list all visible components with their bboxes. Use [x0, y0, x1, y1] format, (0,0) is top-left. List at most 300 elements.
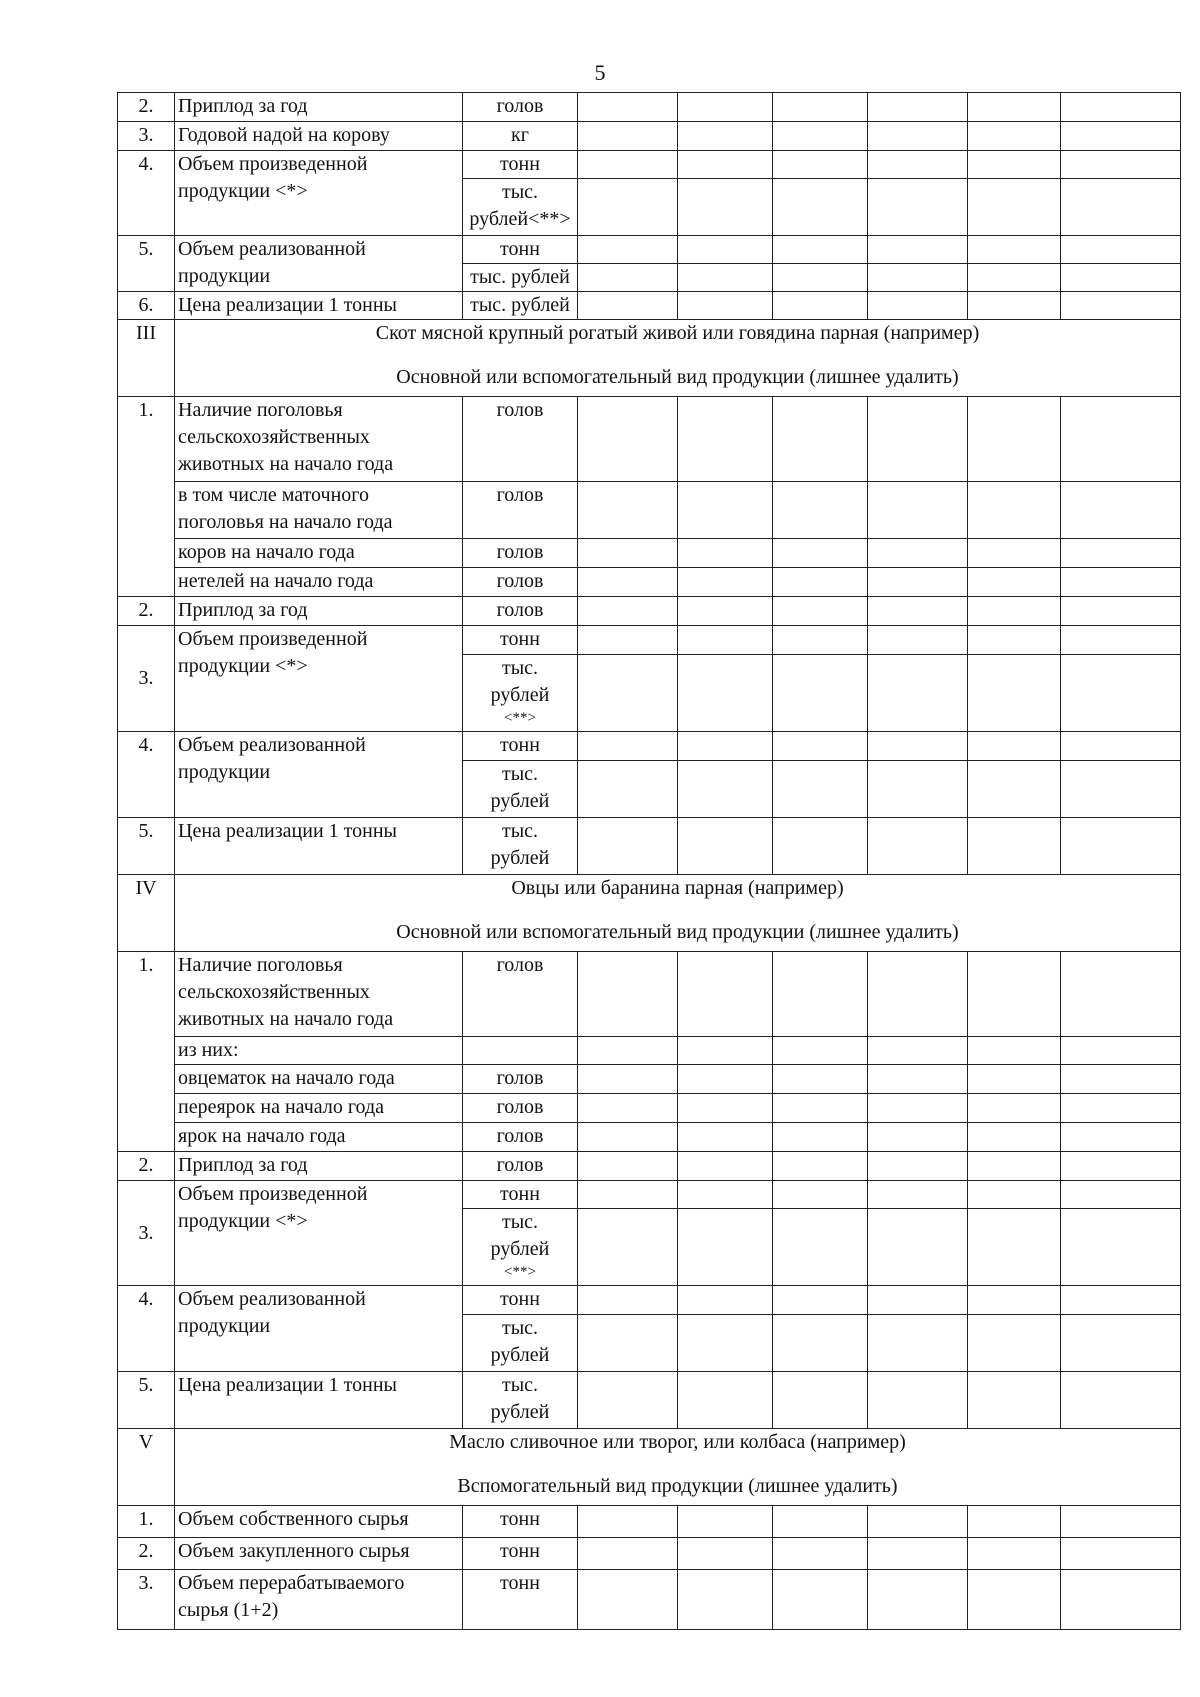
row-label: Объем перерабатываемого сырья (1+2) [175, 1570, 463, 1630]
unit-part: рублей [490, 847, 550, 869]
value-cell[interactable] [1061, 1037, 1181, 1065]
value-cell[interactable] [773, 151, 868, 179]
row-label: Цена реализации 1 тонны [175, 292, 463, 320]
value-cell[interactable] [1061, 151, 1181, 179]
value-cell[interactable] [968, 597, 1061, 626]
value-cell[interactable] [1061, 626, 1181, 655]
value-cell[interactable] [773, 1065, 868, 1094]
table-row [118, 1181, 1181, 1209]
row-label: Приплод за год [175, 1152, 463, 1181]
table-row [118, 1570, 1181, 1630]
section-header-row [118, 875, 1181, 952]
value-cell[interactable] [1061, 1209, 1181, 1286]
value-cell[interactable] [773, 597, 868, 626]
value-cell[interactable] [968, 568, 1061, 597]
value-cell[interactable] [773, 122, 868, 151]
unit-part: рублей [490, 1344, 550, 1366]
value-cell[interactable] [868, 568, 968, 597]
value-cell[interactable] [578, 1152, 678, 1181]
value-cell[interactable] [678, 1181, 773, 1209]
value-cell[interactable] [678, 1570, 773, 1630]
row-unit: тонн [463, 732, 578, 761]
value-cell[interactable] [678, 179, 773, 236]
value-cell[interactable] [868, 539, 968, 568]
value-cell[interactable] [773, 539, 868, 568]
row-unit: тонн [463, 1506, 578, 1538]
unit-part: тыс. [501, 1374, 539, 1396]
value-cell[interactable] [578, 264, 678, 292]
value-cell[interactable] [868, 397, 968, 482]
value-cell[interactable] [678, 1209, 773, 1286]
value-cell[interactable] [578, 1570, 678, 1630]
table-row [118, 539, 1181, 568]
value-cell[interactable] [968, 482, 1061, 539]
row-number: 4. [118, 151, 175, 236]
value-cell[interactable] [1061, 539, 1181, 568]
row-unit [463, 1315, 578, 1372]
table-row [118, 93, 1181, 122]
value-cell[interactable] [578, 1065, 678, 1094]
value-cell[interactable] [1061, 732, 1181, 761]
table-row [118, 236, 1181, 264]
value-cell[interactable] [773, 1372, 868, 1429]
row-number: 3. [118, 626, 175, 732]
row-unit: тонн [463, 236, 578, 264]
row-unit: тыс. рублей [463, 264, 578, 292]
row-label: из них: [175, 1037, 463, 1065]
value-cell[interactable] [773, 236, 868, 264]
value-cell[interactable] [773, 179, 868, 236]
row-number: 2. [118, 1152, 175, 1181]
unit-part: рублей [490, 1401, 550, 1423]
row-label: Объем закупленного сырья [175, 1538, 463, 1570]
value-cell[interactable] [678, 1286, 773, 1315]
value-cell[interactable] [578, 761, 678, 818]
value-cell[interactable] [868, 818, 968, 875]
value-cell[interactable] [1061, 655, 1181, 732]
value-cell[interactable] [868, 1570, 968, 1630]
value-cell[interactable] [578, 1286, 678, 1315]
row-unit [463, 1372, 578, 1429]
value-cell[interactable] [678, 626, 773, 655]
table-row [118, 151, 1181, 179]
unit-part: рублей<**> [469, 208, 571, 230]
value-cell[interactable] [1061, 1315, 1181, 1372]
value-cell[interactable] [773, 1286, 868, 1315]
value-cell[interactable] [773, 93, 868, 122]
value-cell[interactable] [578, 539, 678, 568]
value-cell[interactable] [578, 1315, 678, 1372]
unit-part: тыс. [501, 763, 539, 785]
value-cell[interactable] [773, 397, 868, 482]
value-cell[interactable] [868, 1538, 968, 1570]
section-name: Овцы или баранина парная (например) [511, 877, 844, 899]
row-label: в том числе маточного поголовья на начало года [175, 482, 463, 539]
value-cell[interactable] [968, 1094, 1061, 1123]
value-cell[interactable] [678, 1506, 773, 1538]
value-cell[interactable] [868, 1037, 968, 1065]
value-cell[interactable] [578, 1123, 678, 1152]
value-cell[interactable] [868, 292, 968, 320]
value-cell[interactable] [678, 397, 773, 482]
table-row [118, 1152, 1181, 1181]
value-cell[interactable] [868, 1123, 968, 1152]
row-unit [463, 818, 578, 875]
value-cell[interactable] [773, 1181, 868, 1209]
table-row [118, 1506, 1181, 1538]
value-cell[interactable] [1061, 1570, 1181, 1630]
value-cell[interactable] [773, 1506, 868, 1538]
row-number: 1. [118, 1506, 175, 1538]
row-number: 5. [118, 818, 175, 875]
row-number: 2. [118, 93, 175, 122]
value-cell[interactable] [868, 732, 968, 761]
value-cell[interactable] [773, 1037, 868, 1065]
row-label: Наличие поголовья сельскохозяйственных животных на начало года [175, 397, 463, 482]
row-unit: тонн [463, 626, 578, 655]
value-cell[interactable] [773, 1094, 868, 1123]
table-row [118, 1065, 1181, 1094]
value-cell[interactable] [678, 1094, 773, 1123]
value-cell[interactable] [1061, 179, 1181, 236]
value-cell[interactable] [868, 264, 968, 292]
section-header-row [118, 320, 1181, 397]
value-cell[interactable] [578, 952, 678, 1037]
table-row [118, 292, 1181, 320]
value-cell[interactable] [578, 122, 678, 151]
value-cell[interactable] [678, 952, 773, 1037]
value-cell[interactable] [968, 179, 1061, 236]
row-unit: тыс. рублей [463, 292, 578, 320]
value-cell[interactable] [773, 264, 868, 292]
value-cell[interactable] [968, 1065, 1061, 1094]
value-cell[interactable] [1061, 597, 1181, 626]
value-cell[interactable] [578, 151, 678, 179]
section-header-row [118, 1429, 1181, 1506]
value-cell[interactable] [678, 1152, 773, 1181]
row-number: 2. [118, 597, 175, 626]
value-cell[interactable] [678, 1065, 773, 1094]
row-unit: голов [463, 952, 578, 1037]
value-cell[interactable] [773, 292, 868, 320]
value-cell[interactable] [578, 1506, 678, 1538]
value-cell[interactable] [868, 1065, 968, 1094]
table-row [118, 597, 1181, 626]
value-cell[interactable] [678, 655, 773, 732]
value-cell[interactable] [678, 1123, 773, 1152]
table-row [118, 1094, 1181, 1123]
value-cell[interactable] [578, 292, 678, 320]
row-unit: тонн [463, 151, 578, 179]
value-cell[interactable] [968, 122, 1061, 151]
value-cell[interactable] [578, 397, 678, 482]
value-cell[interactable] [868, 122, 968, 151]
row-unit: голов [463, 539, 578, 568]
value-cell[interactable] [678, 122, 773, 151]
row-unit: голов [463, 482, 578, 539]
row-label: Объем реализованной продукции [175, 1286, 463, 1372]
row-number: 2. [118, 1538, 175, 1570]
value-cell[interactable] [678, 93, 773, 122]
value-cell[interactable] [968, 1538, 1061, 1570]
value-cell[interactable] [578, 732, 678, 761]
table-row [118, 818, 1181, 875]
value-cell[interactable] [968, 1209, 1061, 1286]
value-cell[interactable] [868, 482, 968, 539]
section-number: III [118, 320, 175, 397]
value-cell[interactable] [773, 482, 868, 539]
value-cell[interactable] [678, 151, 773, 179]
value-cell[interactable] [968, 1123, 1061, 1152]
table-row [118, 1538, 1181, 1570]
value-cell[interactable] [578, 626, 678, 655]
section-number: IV [118, 875, 175, 952]
row-label: Объем произведенной продукции <*> [175, 1181, 463, 1286]
value-cell[interactable] [678, 539, 773, 568]
row-unit: тонн [463, 1286, 578, 1315]
value-cell[interactable] [773, 1315, 868, 1372]
value-cell[interactable] [578, 93, 678, 122]
value-cell[interactable] [868, 655, 968, 732]
value-cell[interactable] [578, 1372, 678, 1429]
value-cell[interactable] [1061, 482, 1181, 539]
row-label: Приплод за год [175, 597, 463, 626]
value-cell[interactable] [968, 732, 1061, 761]
section-subtitle: Основной или вспомогательный вид продукции (лишнее удалить) [396, 921, 959, 943]
data-table [117, 92, 1181, 1630]
value-cell[interactable] [773, 1209, 868, 1286]
row-unit [463, 761, 578, 818]
value-cell[interactable] [1061, 568, 1181, 597]
row-number: 1. [118, 397, 175, 597]
value-cell[interactable] [1061, 1123, 1181, 1152]
value-cell[interactable] [578, 1037, 678, 1065]
value-cell[interactable] [868, 1209, 968, 1286]
value-cell[interactable] [968, 264, 1061, 292]
value-cell[interactable] [868, 626, 968, 655]
value-cell[interactable] [773, 952, 868, 1037]
value-cell[interactable] [1061, 1538, 1181, 1570]
value-cell[interactable] [868, 151, 968, 179]
value-cell[interactable] [968, 539, 1061, 568]
row-number: 3. [118, 1570, 175, 1630]
value-cell[interactable] [578, 597, 678, 626]
row-unit: голов [463, 93, 578, 122]
value-cell[interactable] [868, 1372, 968, 1429]
value-cell[interactable] [868, 1315, 968, 1372]
row-unit: голов [463, 597, 578, 626]
row-number: 5. [118, 1372, 175, 1429]
unit-part: тыс. [501, 1211, 539, 1233]
value-cell[interactable] [968, 952, 1061, 1037]
row-unit [463, 655, 578, 732]
table-row [118, 1037, 1181, 1065]
value-cell[interactable] [773, 655, 868, 732]
row-unit: голов [463, 1065, 578, 1094]
row-number: 4. [118, 732, 175, 818]
section-title [175, 320, 1181, 397]
value-cell[interactable] [1061, 1152, 1181, 1181]
value-cell[interactable] [578, 1538, 678, 1570]
value-cell[interactable] [1061, 818, 1181, 875]
value-cell[interactable] [1061, 292, 1181, 320]
value-cell[interactable] [678, 1372, 773, 1429]
value-cell[interactable] [1061, 93, 1181, 122]
unit-part: тыс. [501, 1317, 539, 1339]
value-cell[interactable] [678, 597, 773, 626]
value-cell[interactable] [578, 179, 678, 236]
row-label: Наличие поголовья сельскохозяйственных животных на начало года [175, 952, 463, 1037]
value-cell[interactable] [968, 292, 1061, 320]
value-cell[interactable] [678, 1037, 773, 1065]
table-row [118, 568, 1181, 597]
value-cell[interactable] [1061, 952, 1181, 1037]
value-cell[interactable] [868, 236, 968, 264]
value-cell[interactable] [1061, 397, 1181, 482]
unit-part: тыс. [501, 657, 539, 679]
value-cell[interactable] [773, 1123, 868, 1152]
value-cell[interactable] [1061, 122, 1181, 151]
value-cell[interactable] [678, 264, 773, 292]
value-cell[interactable] [678, 818, 773, 875]
unit-part: тыс. [501, 820, 539, 842]
value-cell[interactable] [678, 236, 773, 264]
page-number: 5 [594, 60, 606, 85]
row-number: 3. [118, 122, 175, 151]
value-cell[interactable] [968, 151, 1061, 179]
value-cell[interactable] [1061, 264, 1181, 292]
value-cell[interactable] [968, 1286, 1061, 1315]
table-row [118, 482, 1181, 539]
value-cell[interactable] [773, 818, 868, 875]
value-cell[interactable] [773, 1570, 868, 1630]
row-label: Приплод за год [175, 93, 463, 122]
section-title [175, 1429, 1181, 1506]
row-unit: тонн [463, 1570, 578, 1630]
value-cell[interactable] [968, 1372, 1061, 1429]
value-cell[interactable] [968, 1181, 1061, 1209]
value-cell[interactable] [968, 93, 1061, 122]
value-cell[interactable] [578, 568, 678, 597]
table-row [118, 122, 1181, 151]
unit-part: тыс. [501, 181, 539, 203]
value-cell[interactable] [968, 397, 1061, 482]
value-cell[interactable] [678, 568, 773, 597]
value-cell[interactable] [968, 1506, 1061, 1538]
value-cell[interactable] [578, 1094, 678, 1123]
value-cell[interactable] [868, 1286, 968, 1315]
value-cell[interactable] [1061, 1372, 1181, 1429]
value-cell[interactable] [578, 236, 678, 264]
value-cell[interactable] [773, 568, 868, 597]
row-unit: голов [463, 1123, 578, 1152]
value-cell[interactable] [578, 1181, 678, 1209]
value-cell[interactable] [968, 1037, 1061, 1065]
section-name: Скот мясной крупный рогатый живой или говядина парная (например) [375, 322, 980, 344]
value-cell[interactable] [968, 626, 1061, 655]
value-cell[interactable] [773, 1152, 868, 1181]
row-unit: голов [463, 568, 578, 597]
value-cell[interactable] [868, 597, 968, 626]
row-label: Объем произведенной продукции <*> [175, 626, 463, 732]
value-cell[interactable] [578, 482, 678, 539]
value-cell[interactable] [968, 1315, 1061, 1372]
value-cell[interactable] [1061, 1506, 1181, 1538]
section-number: V [118, 1429, 175, 1506]
row-label: Годовой надой на корову [175, 122, 463, 151]
value-cell[interactable] [678, 732, 773, 761]
value-cell[interactable] [1061, 1065, 1181, 1094]
value-cell[interactable] [1061, 1094, 1181, 1123]
value-cell[interactable] [968, 818, 1061, 875]
value-cell[interactable] [773, 626, 868, 655]
unit-part: рублей [490, 1238, 550, 1260]
table-row [118, 626, 1181, 655]
table-row [118, 732, 1181, 761]
value-cell[interactable] [868, 1094, 968, 1123]
row-unit [463, 1037, 578, 1065]
value-cell[interactable] [968, 1152, 1061, 1181]
unit-part: рублей [490, 684, 550, 706]
value-cell[interactable] [1061, 761, 1181, 818]
value-cell[interactable] [868, 952, 968, 1037]
value-cell[interactable] [1061, 1286, 1181, 1315]
value-cell[interactable] [678, 1538, 773, 1570]
table-row [118, 397, 1181, 482]
section-title [175, 875, 1181, 952]
row-label: овцематок на начало года [175, 1065, 463, 1094]
section-subtitle: Основной или вспомогательный вид продукции (лишнее удалить) [396, 366, 959, 388]
value-cell[interactable] [968, 655, 1061, 732]
row-label: Объем собственного сырья [175, 1506, 463, 1538]
value-cell[interactable] [1061, 1181, 1181, 1209]
row-label: переярок на начало года [175, 1094, 463, 1123]
value-cell[interactable] [578, 655, 678, 732]
value-cell[interactable] [868, 1181, 968, 1209]
unit-part: <**> [504, 710, 536, 726]
row-label: Объем произведенной продукции <*> [175, 151, 463, 236]
value-cell[interactable] [868, 179, 968, 236]
value-cell[interactable] [868, 93, 968, 122]
value-cell[interactable] [773, 732, 868, 761]
table-row [118, 1286, 1181, 1315]
row-label: коров на начало года [175, 539, 463, 568]
row-unit: голов [463, 397, 578, 482]
value-cell[interactable] [773, 761, 868, 818]
value-cell[interactable] [678, 482, 773, 539]
row-number: 5. [118, 236, 175, 292]
row-label: Объем реализованной продукции [175, 732, 463, 818]
value-cell[interactable] [678, 1315, 773, 1372]
value-cell[interactable] [968, 761, 1061, 818]
value-cell[interactable] [868, 1152, 968, 1181]
value-cell[interactable] [1061, 236, 1181, 264]
value-cell[interactable] [678, 761, 773, 818]
value-cell[interactable] [868, 1506, 968, 1538]
value-cell[interactable] [968, 1570, 1061, 1630]
value-cell[interactable] [968, 236, 1061, 264]
row-number: 1. [118, 952, 175, 1152]
value-cell[interactable] [578, 818, 678, 875]
row-unit: голов [463, 1094, 578, 1123]
value-cell[interactable] [678, 292, 773, 320]
unit-part: <**> [504, 1264, 536, 1280]
table-row [118, 1372, 1181, 1429]
value-cell[interactable] [773, 1538, 868, 1570]
value-cell[interactable] [868, 761, 968, 818]
table-row [118, 1123, 1181, 1152]
value-cell[interactable] [578, 1209, 678, 1286]
